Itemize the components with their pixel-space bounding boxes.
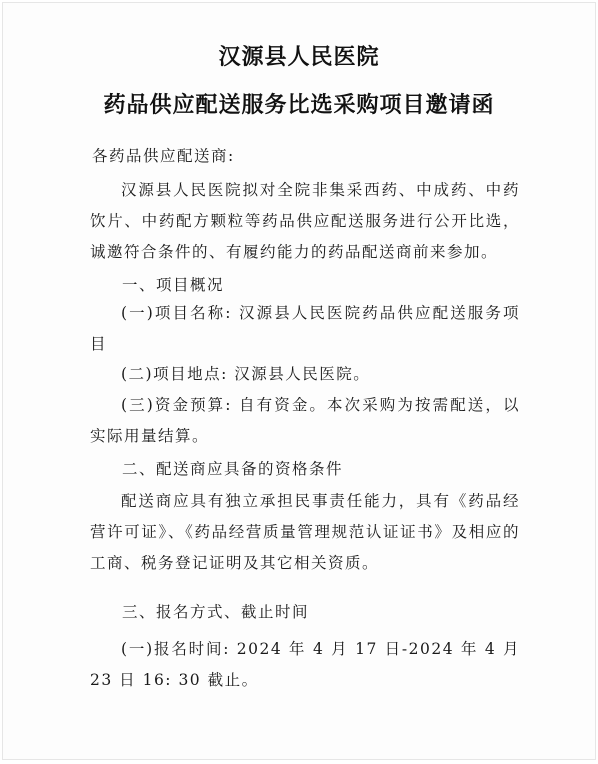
qualification-paragraph: 配送商应具有独立承担民事责任能力，具有《药品经营许可证》、《药品经营质量管理规范认证证书》及相应的工商、税务登记证明及其它相关资质。: [90, 492, 520, 572]
registration-time-item: (一)报名时间: 2024 年 4 月 17 日-2024 年 4 月 23 日 16: 30 截止。: [90, 640, 520, 689]
section2-heading: 二、配送商应具备的资格条件: [122, 460, 344, 478]
document-title-hospital: 汉源县人民医院: [218, 44, 380, 70]
document-page: [2, 2, 596, 760]
salutation: 各药品供应配送商:: [92, 147, 235, 165]
project-location-item: (二)项目地点: 汉源县人民医院。: [121, 365, 371, 383]
section3-heading: 三、报名方式、截止时间: [122, 603, 310, 621]
project-name-item: (一)项目名称: 汉源县人民医院药品供应配送服务项目: [90, 304, 520, 353]
section1-heading: 一、项目概况: [122, 276, 225, 294]
document-title-invitation: 药品供应配送服务比选采购项目邀请函: [103, 92, 495, 118]
budget-item: (三)资金预算: 自有资金。本次采购为按需配送，以实际用量结算。: [90, 396, 520, 445]
intro-paragraph: 汉源县人民医院拟对全院非集采西药、中成药、中药饮片、中药配方颗粒等药品供应配送服务进行公开比选，诚邀符合条件的、有履约能力的药品配送商前来参加。: [90, 181, 520, 261]
